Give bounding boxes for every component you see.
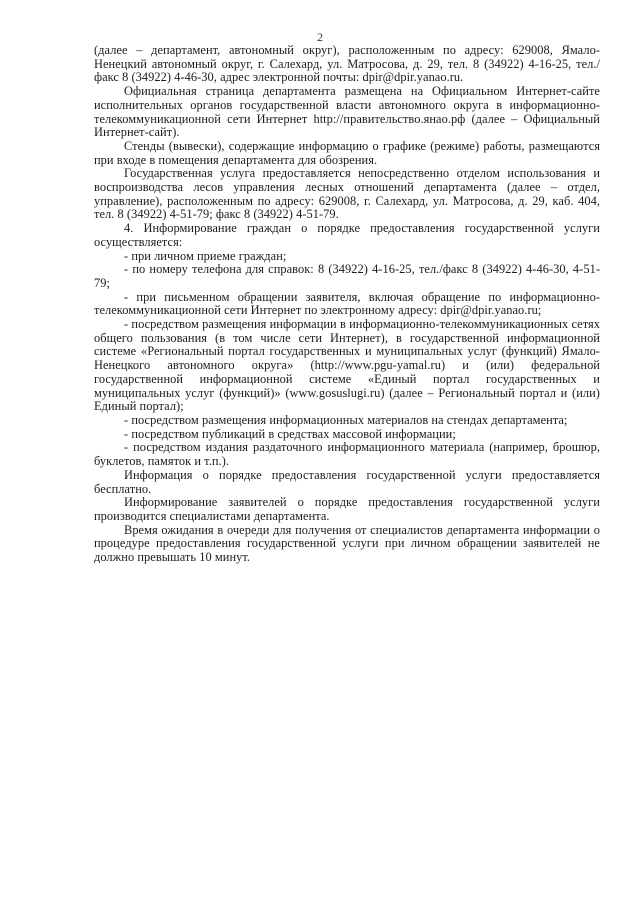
paragraph: - по номеру телефона для справок: 8 (34922) 4-16-25, тел./факс 8 (34922) 4-46-30, 4-51-79; [94, 262, 600, 290]
paragraph: Информация о порядке предоставления государственной услуги предоставляется бесплатно. [94, 467, 600, 496]
paragraph: 4. Информирование граждан о порядке предоставления государственной услуги осуществляется: [94, 221, 600, 249]
paragraph: - посредством размещения информации в информационно-телекоммуникационных сетях общего пользования (в том числе сети Интернет), в государственной информационной системе «Региональный портал государственных и муниципальных услуг (функций) Ямало-Ненецкого автономного округа» (http://www.pgu-yamal.ru) и (или) федеральной государственной информационной системе «Единый портал государственных и муниципальных услуг (функций)» (www.gosuslugi.ru) (далее – Региональный портал и (или) Единый портал); [94, 317, 600, 414]
document-body [94, 44, 600, 565]
paragraph: - посредством размещения информационных материалов на стендах департамента; [124, 412, 568, 427]
paragraph: - посредством издания раздаточного информационного материала (например, брошюр, буклетов, памяток и т.п.). [94, 440, 600, 469]
paragraph: - при письменном обращении заявителя, включая обращение по информационно-телекоммуникационной сети Интернет по электронному адресу: dpir@dpir.yanao.ru; [94, 289, 600, 318]
page-number: 2 [317, 30, 323, 44]
paragraph: Официальная страница департамента размещена на Официальном Интернет-сайте исполнительных органов государственной власти автономного округа в информационно-телекоммуникационной сети Интернет http://правительство.янао.рф (далее – Официальный Интернет-сайт). [94, 84, 600, 140]
paragraph: Стенды (вывески), содержащие информацию о графике (режиме) работы, размещаются при входе в помещения департамента для обозрения. [94, 138, 600, 167]
paragraph: (далее – департамент, автономный округ), расположенным по адресу: 629008, Ямало-Ненецкий автономный округ, г. Салехард, ул. Матросова, д. 29, тел. 8 (34922) 4-16-25, тел./факс 8 (34922) 4-46-30, адрес электронной почты: dpir@dpir.yanao.ru. [94, 43, 600, 85]
paragraph: - посредством публикаций в средствах массовой информации; [124, 426, 456, 441]
paragraph: Информирование заявителей о порядке предоставления государственной услуги производится специалистами департамента. [94, 495, 600, 523]
paragraph: Государственная услуга предоставляется непосредственно отделом использования и воспроизводства лесов управления лесных отношений департамента (далее – отдел, управление), расположенным по адресу: 629008, г. Салехард, ул. Матросова, д. 29, каб. 404, тел. 8 (34922) 4-51-79; факс 8 (34922) 4-51-79. [94, 166, 600, 222]
paragraph: - при личном приеме граждан; [124, 248, 287, 263]
paragraph: Время ожидания в очереди для получения от специалистов департамента информации о процедуре предоставления государственной услуги при личном обращении заявителей не должно превышать 10 минут. [94, 522, 600, 565]
